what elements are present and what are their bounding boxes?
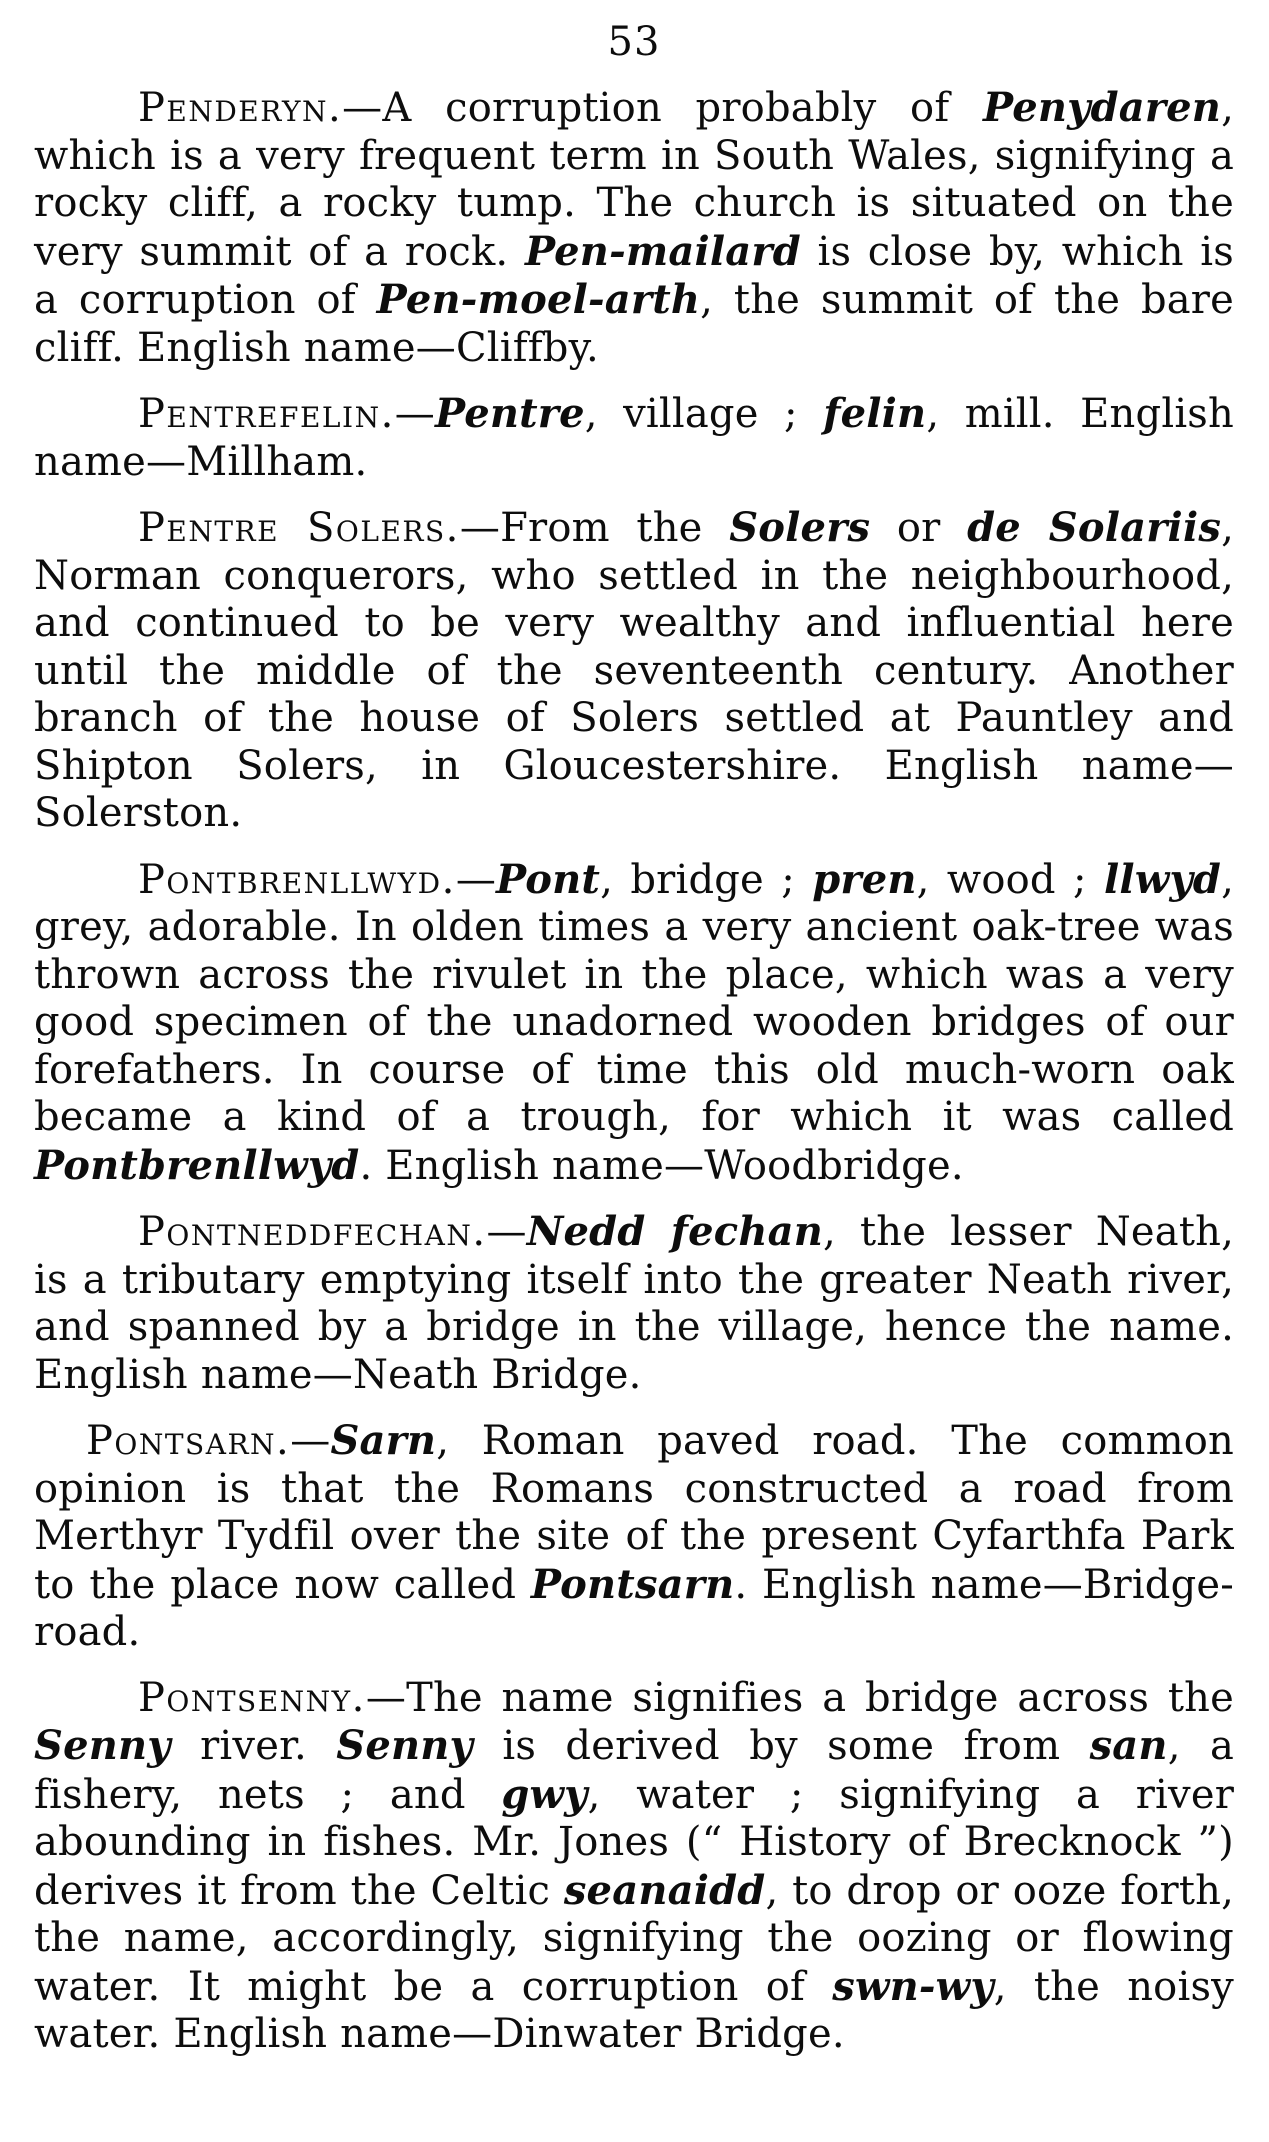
entry-italic-term: seanaidd xyxy=(563,1866,766,1914)
entry-paragraph xyxy=(34,1208,1234,1399)
page-number: 53 xyxy=(607,19,661,65)
entry-italic-term: Pont xyxy=(496,855,601,903)
entry-text: . English name—Bridge-road. xyxy=(34,1561,1235,1655)
entry-italic-term: Nedd fechan xyxy=(526,1208,824,1255)
entry-italic-term: pren xyxy=(812,855,917,903)
entry-text: , Roman paved road. The common opinion is that the Romans constructed a road from Merthyr Tydfil over the site of the present Cyfarthfa Park to the place now called xyxy=(34,1418,1234,1608)
entry-italic-term: Senny xyxy=(336,1722,473,1769)
entry-italic-term: Senny xyxy=(34,1722,171,1769)
entry-paragraph xyxy=(34,390,1234,486)
entry-text: , grey, adorable. In olden times a very ancient oak-tree was thrown across the rivulet in the place, which was a very good specimen of the unadorned wooden bridges of our forefathers. In course of time this old much-worn oak became a kind of a trough, for which it was called xyxy=(34,856,1234,1140)
entry-headword: Pontsarn. xyxy=(86,1418,291,1464)
entry-text: , the lesser Neath, is a tributary emptying itself into the greater Neath river, and spanned by a bridge in the village, hence the name. English name—Neath Bridge. xyxy=(34,1209,1234,1398)
entry-headword: Penderyn. xyxy=(138,85,343,131)
entry-text: —A corruption probably of xyxy=(342,85,983,131)
entry-text: — xyxy=(455,856,497,903)
entry-paragraph xyxy=(34,856,1234,1191)
entry-italic-term: Sarn xyxy=(330,1417,437,1464)
entry-text: —The name signifies a bridge across the xyxy=(365,1674,1234,1721)
entry-italic-term: gwy xyxy=(501,1770,588,1818)
entry-text: , water ; signifying a river abounding in fishes. Mr. Jones (“ History of Brecknock ”) derives it from the Celtic xyxy=(34,1771,1235,1914)
entry-italic-term: Pontsarn xyxy=(530,1560,735,1608)
entry-italic-term: felin xyxy=(823,390,927,437)
entry-headword: Pentrefelin. xyxy=(138,391,395,437)
entry-text: —From the xyxy=(459,505,730,551)
entry-italic-term: llwyd xyxy=(1104,855,1222,903)
entry-text: , village ; xyxy=(584,391,824,437)
entry-list xyxy=(34,84,1234,2059)
entry-italic-term: Pen-mailard xyxy=(524,227,801,275)
entry-text: , bridge ; xyxy=(600,856,813,903)
entry-italic-term: Pontbrenllwyd xyxy=(34,1141,360,1189)
entry-italic-term: Penydaren xyxy=(983,84,1222,131)
entry-paragraph xyxy=(34,1675,1234,2059)
entry-paragraph xyxy=(34,504,1234,838)
entry-headword: Pontsenny. xyxy=(138,1674,366,1721)
entry-text: river. xyxy=(170,1723,337,1769)
entry-italic-term: Pen-moel-arth xyxy=(376,276,701,323)
document-page xyxy=(34,18,1234,2077)
entry-italic-term: swn-wy xyxy=(832,1962,994,2010)
entry-italic-term: de Solariis xyxy=(967,504,1222,551)
entry-text: . English name—Woodbridge. xyxy=(359,1142,964,1189)
entry-paragraph xyxy=(34,84,1234,372)
entry-text: is derived by some from xyxy=(473,1723,1090,1769)
entry-text: — xyxy=(290,1418,331,1464)
entry-text: , which is a very frequent term in South Wales, signifying a rocky cliff, a rocky tump. The church is situated on the very summit of a rock. xyxy=(34,85,1234,275)
entry-text: , Norman conquerors, who settled in the neighbourhood, and continued to be very wealthy and influential here until the middle of the seventeenth century. Another branch of the house of Solers settled at Pauntley and Shipton Solers, in Gloucestershire. English name—Solerston. xyxy=(34,505,1234,836)
entry-italic-term: Solers xyxy=(729,504,871,551)
entry-text: — xyxy=(394,391,435,437)
entry-text: , the noisy water. English name—Dinwater Bridge. xyxy=(34,1963,1234,2057)
entry-text: , to drop or ooze forth, the name, accordingly, signifying the oozing or flowing water. It might be a corruption of xyxy=(34,1867,1234,2010)
entry-text: , the summit of the bare cliff. English name—Cliffby. xyxy=(34,277,1234,371)
entry-italic-term: san xyxy=(1089,1722,1168,1769)
entry-headword: Pentre Solers. xyxy=(138,505,460,551)
entry-text: — xyxy=(486,1209,527,1255)
entry-paragraph xyxy=(34,1417,1234,1657)
entry-headword: Pontneddfechan. xyxy=(138,1209,487,1255)
entry-headword: Pontbrenllwyd. xyxy=(138,856,456,903)
entry-text: or xyxy=(870,505,968,551)
entry-italic-term: Pentre xyxy=(435,390,585,437)
entry-text: , wood ; xyxy=(916,856,1105,903)
entry-text: , a fishery, nets ; and xyxy=(34,1723,1234,1818)
entry-text: , mill. English name—Millham. xyxy=(34,391,1234,485)
entry-text: is close by, which is a corruption of xyxy=(34,228,1234,323)
